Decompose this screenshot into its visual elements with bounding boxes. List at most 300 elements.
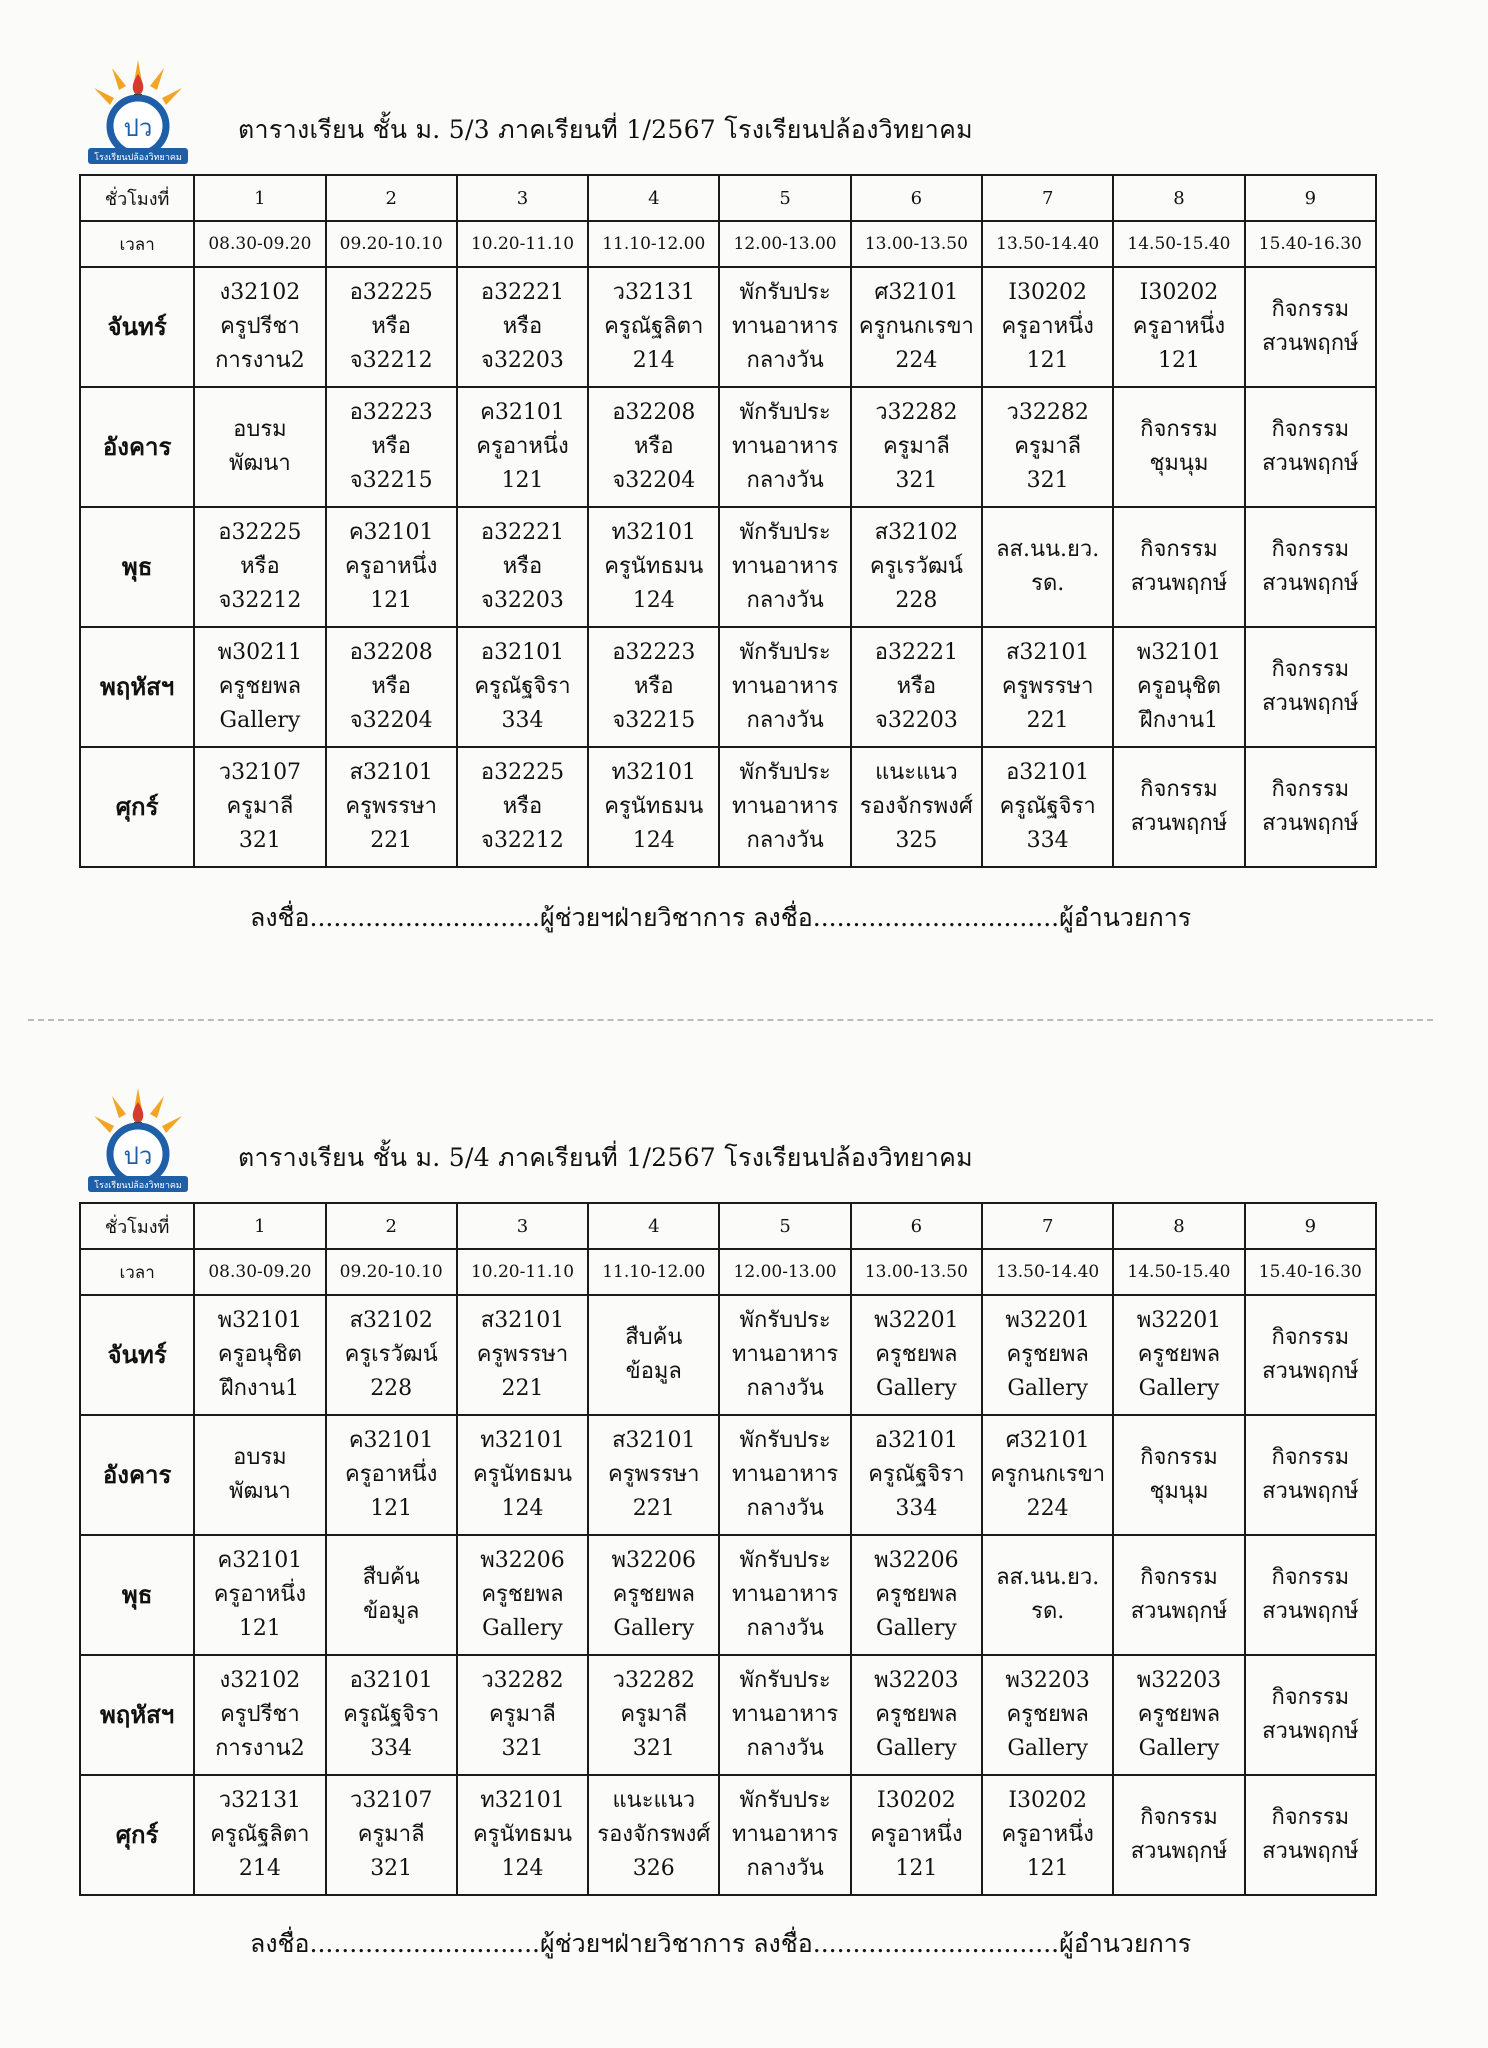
class-cell-line: พ32203 [1136, 1668, 1222, 1693]
time-slot: 14.50-15.40 [1113, 221, 1244, 267]
class-cell-line: 124 [501, 1496, 544, 1521]
class-cell-line: กลางวัน [746, 1856, 824, 1881]
class-cell-line: หรือ [502, 314, 543, 339]
class-cell-line: กิจกรรม [1271, 1325, 1350, 1350]
class-cell [194, 1535, 325, 1655]
class-cell-line: I30202 [1008, 1788, 1088, 1813]
class-cell-line: อ32223 [612, 640, 696, 665]
class-cell-line: สวนพฤกษ์ [1262, 571, 1359, 596]
class-cell-line: กลางวัน [746, 1376, 824, 1401]
school-logo [82, 1080, 194, 1200]
class-cell [1113, 1535, 1244, 1655]
class-cell-line: ครูณัฐจิรา [868, 1462, 965, 1487]
class-cell-line: หรือ [896, 674, 937, 699]
class-cell-line: ครูนัทธมน [604, 794, 704, 819]
class-cell [982, 507, 1113, 627]
class-cell [326, 1775, 457, 1895]
class-cell-line: กิจกรรม [1271, 1685, 1350, 1710]
class-cell-line: 321 [895, 468, 938, 493]
class-cell-line: สวนพฤกษ์ [1130, 571, 1228, 596]
class-cell [1113, 387, 1244, 507]
class-cell-line: พักรับประ [739, 640, 831, 665]
period-number: 5 [719, 1203, 850, 1249]
class-cell-line: ศ32101 [1005, 1428, 1090, 1453]
class-cell-line: ทานอาหาร [732, 1582, 839, 1607]
class-cell-line: สวนพฤกษ์ [1130, 1599, 1228, 1624]
class-cell-line: รด. [1031, 1599, 1065, 1624]
day-name: พฤหัสฯ [80, 627, 194, 747]
class-cell-line: สวนพฤกษ์ [1262, 451, 1359, 476]
class-cell-line: ส32101 [1005, 640, 1090, 665]
class-cell [326, 1535, 457, 1655]
torch-flame-icon [133, 1102, 144, 1124]
class-cell-line: 124 [501, 1856, 544, 1881]
class-cell-line: ว32282 [875, 400, 958, 425]
period-number: 7 [982, 175, 1113, 221]
class-cell-line: จ32203 [874, 708, 958, 733]
class-cell-line: ครูอาหนึ่ง [1001, 1822, 1094, 1847]
day-name: อังคาร [80, 387, 194, 507]
class-cell [326, 507, 457, 627]
class-cell-line: 224 [1026, 1496, 1069, 1521]
class-cell-line: 334 [501, 708, 544, 733]
class-cell-line: พ32203 [874, 1668, 959, 1693]
class-cell-line: สวนพฤกษ์ [1262, 811, 1359, 836]
class-cell [457, 1415, 588, 1535]
class-cell-line: จ32215 [612, 708, 696, 733]
class-cell [1113, 747, 1244, 867]
period-number: 6 [851, 1203, 982, 1249]
class-cell [719, 1775, 850, 1895]
class-cell [1113, 627, 1244, 747]
day-name: จันทร์ [80, 1295, 194, 1415]
class-cell [982, 1655, 1113, 1775]
time-slot: 13.50-14.40 [982, 1249, 1113, 1295]
day-name: อังคาร [80, 1415, 194, 1535]
class-cell-line: พ32206 [874, 1548, 959, 1573]
class-cell-line: หรือ [502, 554, 543, 579]
class-cell-line: แนะแนว [875, 760, 958, 785]
class-cell-line: อ32225 [218, 520, 302, 545]
class-cell-line: หรือ [240, 554, 280, 579]
class-cell [194, 267, 325, 387]
class-cell-line: ครูณัฐจิรา [343, 1702, 440, 1727]
class-cell-line: ครูนัทธมน [472, 1822, 573, 1847]
class-cell-line: Gallery [1007, 1736, 1089, 1761]
class-cell [719, 1655, 850, 1775]
time-slot: 08.30-09.20 [194, 1249, 325, 1295]
class-cell [851, 1655, 982, 1775]
class-cell [719, 507, 850, 627]
class-cell-line: 221 [370, 828, 413, 853]
class-cell [982, 1295, 1113, 1415]
class-cell-line: จ32212 [218, 588, 302, 613]
class-cell [1113, 1655, 1244, 1775]
time-slot: 12.00-13.00 [719, 1249, 850, 1295]
class-cell [851, 267, 982, 387]
time-label: เวลา [80, 221, 194, 267]
class-cell-line: ทานอาหาร [732, 554, 839, 579]
period-number: 3 [457, 1203, 588, 1249]
class-cell-line: สวนพฤกษ์ [1262, 331, 1359, 356]
class-cell-line: ว32131 [218, 1788, 302, 1813]
class-cell [194, 1655, 325, 1775]
period-number: 1 [194, 1203, 325, 1249]
class-cell [719, 747, 850, 867]
class-cell [588, 387, 719, 507]
class-cell-line: Gallery [1138, 1376, 1220, 1401]
class-cell-line: กิจกรรม [1271, 537, 1350, 562]
day-row [80, 1415, 1376, 1535]
class-cell-line: อ32101 [1006, 760, 1090, 785]
class-cell-line: 121 [1026, 348, 1069, 373]
class-cell [1245, 507, 1376, 627]
period-number: 4 [588, 175, 719, 221]
class-cell-line: ครูอาหนึ่ง [1001, 314, 1094, 339]
class-cell [851, 627, 982, 747]
class-cell-line: ว32282 [612, 1668, 695, 1693]
day-row [80, 507, 1376, 627]
class-cell [326, 1295, 457, 1415]
class-cell-line: ครูนัทธมน [604, 554, 704, 579]
class-cell-line: ส32102 [349, 1308, 433, 1333]
class-cell-line: หรือ [634, 674, 674, 699]
class-cell-line: ทานอาหาร [732, 1342, 839, 1367]
class-cell-line: ทานอาหาร [732, 1462, 839, 1487]
class-cell-line: กลางวัน [746, 708, 824, 733]
class-cell-line: ค32101 [480, 400, 565, 425]
class-cell-line: หรือ [371, 434, 411, 459]
class-cell-line: พักรับประ [739, 1308, 831, 1333]
class-cell-line: 321 [501, 1736, 544, 1761]
class-cell-line: 214 [632, 348, 675, 373]
class-cell [1245, 387, 1376, 507]
class-cell-line: 228 [370, 1376, 413, 1401]
class-cell-line: 325 [895, 828, 938, 853]
class-cell [1113, 1295, 1244, 1415]
class-cell-line: Gallery [876, 1616, 957, 1641]
class-cell-line: กิจกรรม [1140, 417, 1218, 442]
class-cell-line: Gallery [1007, 1376, 1089, 1401]
period-number: 6 [851, 175, 982, 221]
class-cell-line: กิจกรรม [1140, 1445, 1218, 1470]
class-cell [1245, 747, 1376, 867]
class-cell-line: Gallery [482, 1616, 563, 1641]
class-cell [851, 1775, 982, 1895]
class-cell-line: 124 [632, 588, 675, 613]
period-header-label: ชั่วโมงที่ [80, 175, 194, 221]
class-cell-line: 221 [1026, 708, 1069, 733]
class-cell-line: จ32203 [481, 348, 564, 373]
class-cell-line: ค32101 [217, 1548, 303, 1573]
class-cell [326, 1415, 457, 1535]
schedule-title: ตารางเรียน ชั้น ม. 5/3 ภาคเรียนที่ 1/2567 โรงเรียนปล้องวิทยาคม [238, 115, 973, 144]
day-name: ศุกร์ [80, 747, 194, 867]
class-cell-line: ครูมาลี [489, 1702, 556, 1727]
class-cell-line: พักรับประ [739, 520, 831, 545]
class-cell-line: ครูเรวัฒน์ [869, 554, 963, 579]
class-cell-line: กลางวัน [746, 1736, 824, 1761]
class-cell-line: พักรับประ [739, 280, 831, 305]
class-cell [457, 1775, 588, 1895]
class-cell-line: สวนพฤกษ์ [1262, 1839, 1359, 1864]
class-cell-line: อ32221 [480, 520, 565, 545]
period-header-label: ชั่วโมงที่ [80, 1203, 194, 1249]
class-cell-line: ง32102 [219, 280, 301, 305]
svg-text:ปว: ปว [123, 1142, 153, 1170]
class-cell-line: ครูพรรษา [345, 794, 437, 819]
class-cell [1245, 1535, 1376, 1655]
class-cell-line: ครูณัฐจิรา [999, 794, 1096, 819]
class-cell [457, 1655, 588, 1775]
school-logo [82, 52, 194, 172]
time-slot: 08.30-09.20 [194, 221, 325, 267]
class-cell-line: กิจกรรม [1271, 1565, 1350, 1590]
time-slot: 10.20-11.10 [457, 221, 588, 267]
class-cell [588, 747, 719, 867]
class-cell-line: กิจกรรม [1271, 417, 1350, 442]
class-cell-line: ครูชยพล [1006, 1702, 1089, 1727]
class-cell-line: ครูปรีชา [220, 314, 300, 339]
class-cell-line: ส32102 [874, 520, 959, 545]
class-cell-line: ท32101 [611, 520, 697, 545]
class-cell-line: 221 [632, 1496, 675, 1521]
class-cell-line: อ32221 [480, 280, 565, 305]
class-cell-line: อ32101 [349, 1668, 433, 1693]
day-name: พฤหัสฯ [80, 1655, 194, 1775]
class-cell-line: สืบค้น [362, 1565, 420, 1590]
class-cell [457, 747, 588, 867]
class-cell-line: อบรม [233, 417, 287, 442]
period-number: 9 [1245, 175, 1376, 221]
class-cell-line: 224 [895, 348, 938, 373]
class-cell-line: ครูอาหนึ่ง [1132, 314, 1226, 339]
class-cell-line: กิจกรรม [1271, 777, 1350, 802]
class-cell-line: ส32101 [480, 1308, 565, 1333]
class-cell-line: พักรับประ [739, 1668, 831, 1693]
svg-text:โรงเรียนปล้องวิทยาคม: โรงเรียนปล้องวิทยาคม [94, 153, 182, 163]
class-cell-line: 321 [1026, 468, 1069, 493]
class-cell-line: อบรม [233, 1445, 287, 1470]
class-cell-line: กลางวัน [746, 1496, 824, 1521]
class-cell-line: หรือ [502, 794, 543, 819]
class-cell [851, 387, 982, 507]
class-cell-line: ค32101 [348, 1428, 434, 1453]
class-cell-line: กิจกรรม [1271, 657, 1350, 682]
class-cell [1113, 1415, 1244, 1535]
class-cell-line: ท32101 [480, 1428, 565, 1453]
day-row [80, 1775, 1376, 1895]
class-cell-line: รองจักรพงศ์ [597, 1822, 711, 1847]
class-cell-line: ทานอาหาร [732, 794, 839, 819]
class-cell [326, 267, 457, 387]
class-cell [457, 627, 588, 747]
class-cell [982, 1415, 1113, 1535]
timetable [79, 174, 1377, 868]
class-cell-line: กิจกรรม [1140, 537, 1218, 562]
class-cell [851, 1535, 982, 1655]
class-cell-line: ครูอาหนึ่ง [345, 1462, 438, 1487]
class-cell-line: 334 [370, 1736, 413, 1761]
class-cell-line: จ32215 [349, 468, 433, 493]
period-number: 1 [194, 175, 325, 221]
class-cell [326, 387, 457, 507]
class-cell-line: กิจกรรม [1140, 777, 1218, 802]
class-cell-line: พ32201 [874, 1308, 959, 1333]
class-cell-line: กลางวัน [746, 348, 824, 373]
class-cell-line: ว32107 [350, 1788, 433, 1813]
class-cell [851, 507, 982, 627]
period-number: 8 [1113, 175, 1244, 221]
time-row [80, 1249, 1376, 1295]
period-number: 2 [326, 1203, 457, 1249]
class-cell-line: การงาน2 [215, 348, 305, 373]
day-row [80, 1535, 1376, 1655]
class-cell-line: ครูมาลี [226, 794, 294, 819]
class-cell-line: ครูอาหนึ่ง [476, 434, 569, 459]
class-cell-line: สืบค้น [625, 1325, 683, 1350]
class-cell [1113, 507, 1244, 627]
class-cell-line: ว32107 [218, 760, 302, 785]
class-cell-line: ส32101 [349, 760, 433, 785]
class-cell-line: 321 [238, 828, 281, 853]
svg-text:ปว: ปว [123, 114, 153, 142]
class-cell-line: Gallery [1138, 1736, 1220, 1761]
signature-line: ลงชื่อ.............................ผู้ช่วยฯฝ่ายวิชาการ ลงชื่อ...............................ผู้อำนวยการ [250, 903, 1192, 932]
class-cell [326, 1655, 457, 1775]
class-cell [1113, 267, 1244, 387]
class-cell-line: I30202 [877, 1788, 956, 1813]
day-row [80, 747, 1376, 867]
class-cell-line: 326 [632, 1856, 675, 1881]
class-cell [194, 1295, 325, 1415]
class-cell [588, 1655, 719, 1775]
class-cell-line: กลางวัน [746, 828, 824, 853]
day-name: ศุกร์ [80, 1775, 194, 1895]
class-cell-line: 121 [370, 588, 413, 613]
svg-text:โรงเรียนปล้องวิทยาคม: โรงเรียนปล้องวิทยาคม [94, 1181, 182, 1191]
class-cell-line: จ32204 [612, 468, 696, 493]
class-cell-line: ชุมนุม [1149, 451, 1209, 476]
class-cell [982, 1775, 1113, 1895]
class-cell-line: 334 [895, 1496, 938, 1521]
class-cell [1245, 1295, 1376, 1415]
class-cell-line: กิจกรรม [1271, 1445, 1350, 1470]
class-cell-line: พักรับประ [739, 760, 831, 785]
class-cell-line: 124 [632, 828, 675, 853]
class-cell-line: จ32204 [349, 708, 433, 733]
class-cell [588, 507, 719, 627]
class-cell-line: ครูกนกเรขา [990, 1462, 1106, 1487]
class-cell-line: ทานอาหาร [732, 1822, 839, 1847]
time-slot: 13.00-13.50 [851, 1249, 982, 1295]
class-cell-line: ข้อมูล [363, 1599, 420, 1624]
class-cell-line: พักรับประ [739, 1428, 831, 1453]
time-slot: 13.50-14.40 [982, 221, 1113, 267]
class-cell-line: พ32201 [1136, 1308, 1222, 1333]
class-cell-line: อ32208 [612, 400, 696, 425]
class-cell-line: 221 [501, 1376, 544, 1401]
class-cell-line: อ32225 [349, 280, 433, 305]
class-cell-line: จ32203 [481, 588, 564, 613]
class-cell-line: กิจกรรม [1140, 1565, 1218, 1590]
class-cell-line: พ32101 [1136, 640, 1222, 665]
class-cell-line: พัฒนา [229, 1479, 291, 1504]
class-cell-line: ครูกนกเรขา [858, 314, 974, 339]
class-cell-line: พ32101 [217, 1308, 303, 1333]
class-cell-line: สวนพฤกษ์ [1262, 1599, 1359, 1624]
class-cell [194, 507, 325, 627]
class-cell-line: ครูพรรษา [476, 1342, 569, 1367]
class-cell [719, 387, 850, 507]
class-cell-line: ครูอาหนึ่ง [213, 1582, 307, 1607]
class-cell-line: 121 [1157, 348, 1200, 373]
class-cell-line: ว32131 [612, 280, 695, 305]
class-cell-line: สวนพฤกษ์ [1262, 1479, 1359, 1504]
class-cell-line: ครูมาลี [357, 1822, 425, 1847]
class-cell-line: กิจกรรม [1140, 1805, 1218, 1830]
class-cell-line: Gallery [219, 708, 301, 733]
class-cell-line: ท32101 [480, 1788, 565, 1813]
class-cell-line: จ32212 [349, 348, 433, 373]
class-cell [1245, 1775, 1376, 1895]
class-cell-line: ครูอนุชิต [1136, 674, 1221, 699]
time-slot: 11.10-12.00 [588, 221, 719, 267]
class-cell [588, 627, 719, 747]
class-cell-line: กลางวัน [746, 1616, 824, 1641]
class-cell [588, 267, 719, 387]
class-cell-line: สวนพฤกษ์ [1130, 811, 1228, 836]
class-cell [194, 747, 325, 867]
class-cell-line: ครูพรรษา [1001, 674, 1094, 699]
class-cell [194, 627, 325, 747]
class-cell-line: ค32101 [348, 520, 434, 545]
class-cell-line: สวนพฤกษ์ [1262, 1359, 1359, 1384]
class-cell-line: ครูชยพล [1137, 1342, 1221, 1367]
class-cell-line: ฝึกงาน1 [1139, 708, 1219, 733]
class-cell [1245, 1415, 1376, 1535]
timetable [79, 1202, 1377, 1896]
class-cell [588, 1295, 719, 1415]
day-row [80, 1655, 1376, 1775]
time-slot: 10.20-11.10 [457, 1249, 588, 1295]
class-cell [457, 1295, 588, 1415]
class-cell [457, 387, 588, 507]
class-cell-line: 321 [370, 1856, 413, 1881]
class-cell-line: ทานอาหาร [732, 1702, 839, 1727]
class-cell-line: หรือ [371, 674, 411, 699]
class-cell-line: ฝึกงาน1 [220, 1376, 300, 1401]
class-cell-line: ครูชยพล [1137, 1702, 1221, 1727]
class-cell-line: ครูชยพล [875, 1702, 958, 1727]
class-cell [457, 1535, 588, 1655]
class-cell-line: พ32201 [1005, 1308, 1090, 1333]
day-row [80, 267, 1376, 387]
time-slot: 15.40-16.30 [1245, 221, 1376, 267]
class-cell-line: ท32101 [611, 760, 697, 785]
class-cell [851, 1415, 982, 1535]
class-cell-line: พักรับประ [739, 1548, 831, 1573]
class-cell-line: 228 [895, 588, 938, 613]
page-divider [28, 1019, 1433, 1021]
class-cell-line: ครูชยพล [218, 674, 302, 699]
class-cell-line: ง32102 [219, 1668, 301, 1693]
day-row [80, 387, 1376, 507]
day-row [80, 1295, 1376, 1415]
time-slot: 09.20-10.10 [326, 221, 457, 267]
class-cell [1113, 1775, 1244, 1895]
class-cell-line: อ32221 [874, 640, 958, 665]
